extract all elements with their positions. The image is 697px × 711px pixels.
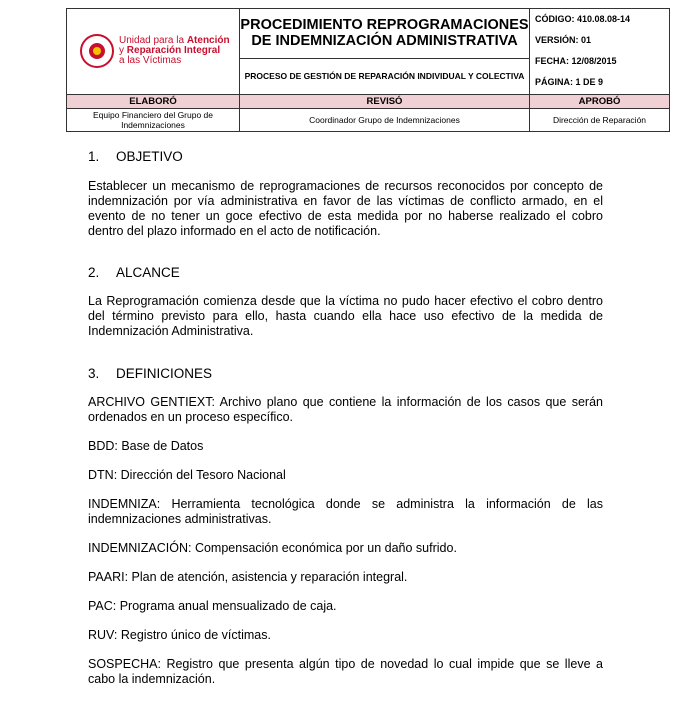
unidad-victimas-logo [67,34,239,68]
definition-item: DTN: Dirección del Tesoro Nacional [88,468,286,482]
definition-item: SOSPECHA: Registro que presenta algún tipo de novedad lo cual impide que se lleve a cabo la indemnización. [88,657,603,686]
section-title-objetivo: 1. OBJETIVO [88,149,183,164]
definition-item: PAARI: Plan de atención, asistencia y reparación integral. [88,570,408,584]
definition-item: BDD: Base de Datos [88,439,204,453]
document-header [66,8,670,132]
definition-item: ARCHIVO GENTIEXT: Archivo plano que contiene la información de los casos que serán ordenados en un proceso específico. [88,395,603,424]
reviso-value: Coordinador Grupo de Indemnizaciones [240,108,530,131]
document-meta [530,9,670,95]
pagina: PÁGINA: 1 DE 9 [535,77,604,88]
section-title-alcance: 2. ALCANCE [88,265,180,280]
definition-item: RUV: Registro único de víctimas. [88,628,271,642]
logo-cell [67,9,240,95]
alcance-text: La Reprogramación comienza desde que la víctima no pudo hacer efectivo el cobro dentro del término previsto para ello, hasta cuando ella hace uso efectivo de la medida de Indemnización Administrativa. [88,294,603,338]
version: VERSIÓN: 01 [535,35,592,46]
process-name: PROCESO DE GESTIÓN DE REPARACIÓN INDIVIDUAL Y COLECTIVA [240,58,530,94]
section-title-definiciones: 3. DEFINICIONES [88,366,213,381]
definition-item: INDEMNIZACIÓN: Compensación económica por un daño sufrido. [88,541,457,555]
objetivo-text: Establecer un mecanismo de reprogramaciones de recursos reconocidos por concepto de indemnización por vía administrativa en favor de las víctimas de conflicto armado, en el evento de no tener un goce efectivo de esta medida por no haberse realizado el cobro dentro del plazo informado en el acto de notificación. [88,179,603,238]
logo-text: Unidad para la Atención y Reparación Integral a las Víctimas [119,35,230,67]
aprobo-value: Dirección de Reparación [530,108,670,131]
document-title: PROCEDIMIENTO REPROGRAMACIONES DE INDEMNIZACIÓN ADMINISTRATIVA [240,9,530,59]
elaboro-value: Equipo Financiero del Grupo de Indemnizaciones [67,108,240,131]
fecha: FECHA: 12/08/2015 [535,56,617,67]
reviso-label: REVISÓ [240,94,530,108]
definition-item: INDEMNIZA: Herramienta tecnológica donde se administra la información de las indemnizaciones administrativas. [88,497,603,526]
coat-of-arms-icon [80,34,114,68]
elaboro-label: ELABORÓ [67,94,240,108]
aprobo-label: APROBÓ [530,94,670,108]
codigo: CÓDIGO: 410.08.08-14 [535,14,631,25]
definition-item: PAC: Programa anual mensualizado de caja. [88,599,337,613]
